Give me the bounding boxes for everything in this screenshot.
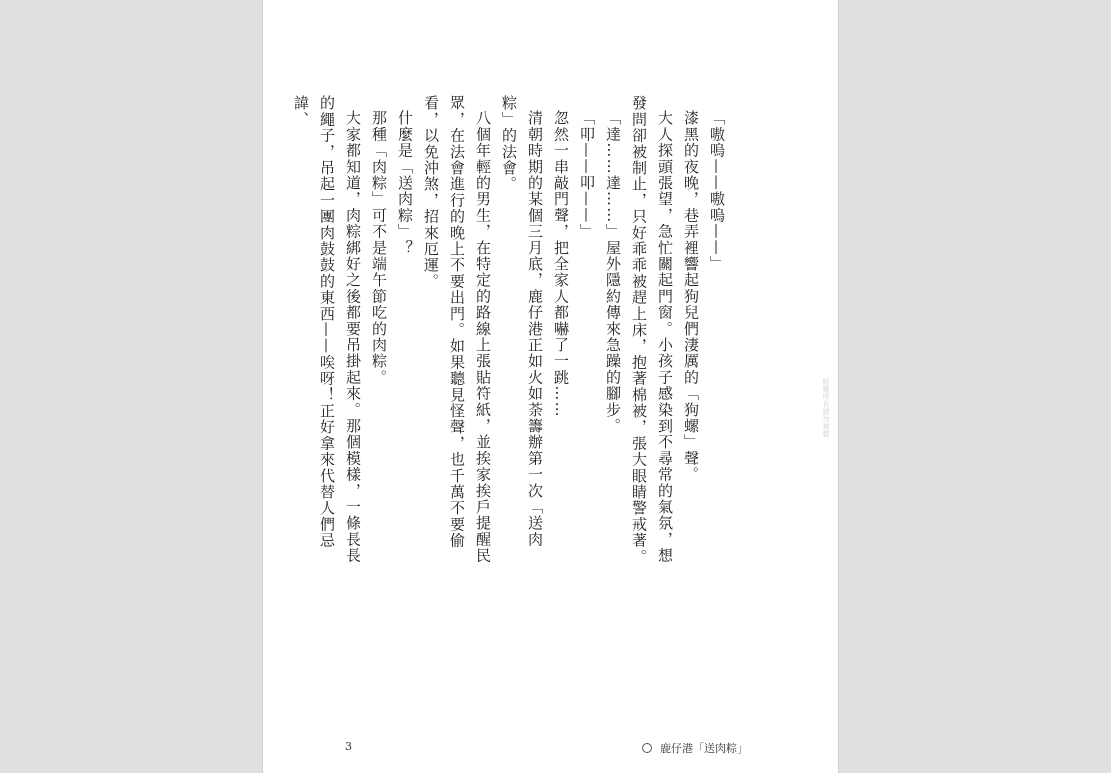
paragraph: 清朝時期的某個三月底，鹿仔港正如火如荼籌辦第一次「送肉粽」的法會。 bbox=[500, 95, 544, 548]
watermark-note: 版權所有請勿複製 bbox=[822, 378, 830, 438]
paragraph: 漆黑的夜晚，巷弄裡響起狗兒們淒厲的「狗螺」聲。 bbox=[682, 110, 700, 483]
page-number: 3 bbox=[345, 740, 352, 753]
document-page bbox=[262, 0, 839, 773]
paragraph: 「達……達……」屋外隱約傳來急躁的腳步。 bbox=[604, 110, 622, 434]
paragraph: 大人探頭張望，急忙關起門窗。小孩子感染到不尋常的氣氛，想發問卻被制止，只好乖乖被趕上床，抱著棉被，張大眼睛警戒著。 bbox=[630, 95, 674, 565]
paragraph: 什麼是「送肉粽」？ bbox=[396, 110, 414, 256]
paragraph: 「叩——叩——」 bbox=[578, 110, 596, 240]
footer-title-text: 鹿仔港「送肉粽」 bbox=[660, 742, 748, 755]
running-footer bbox=[642, 740, 748, 756]
paragraph: 那種「肉粽」可不是端午節吃的肉粽。 bbox=[370, 110, 388, 386]
vertical-text-body bbox=[288, 95, 730, 565]
paragraph: 「嗷嗚——嗷嗚——」 bbox=[708, 110, 726, 272]
paragraph: 大家都知道，肉粽綁好之後都要吊掛起來。那個模樣，一條長長的繩子，吊起一團肉鼓鼓的東西——唉呀！正好拿來代替人們忌諱、 bbox=[292, 95, 362, 564]
paragraph: 八個年輕的男生，在特定的路線上張貼符紙，並挨家挨戶提醒民眾，在法會進行的晚上不要出門。如果聽見怪聲，也千萬不要偷看，以免沖煞，招來厄運。 bbox=[422, 95, 492, 564]
circle-icon bbox=[642, 743, 652, 753]
paragraph: 忽然一串敲門聲，把全家人都嚇了一跳…… bbox=[552, 110, 570, 418]
